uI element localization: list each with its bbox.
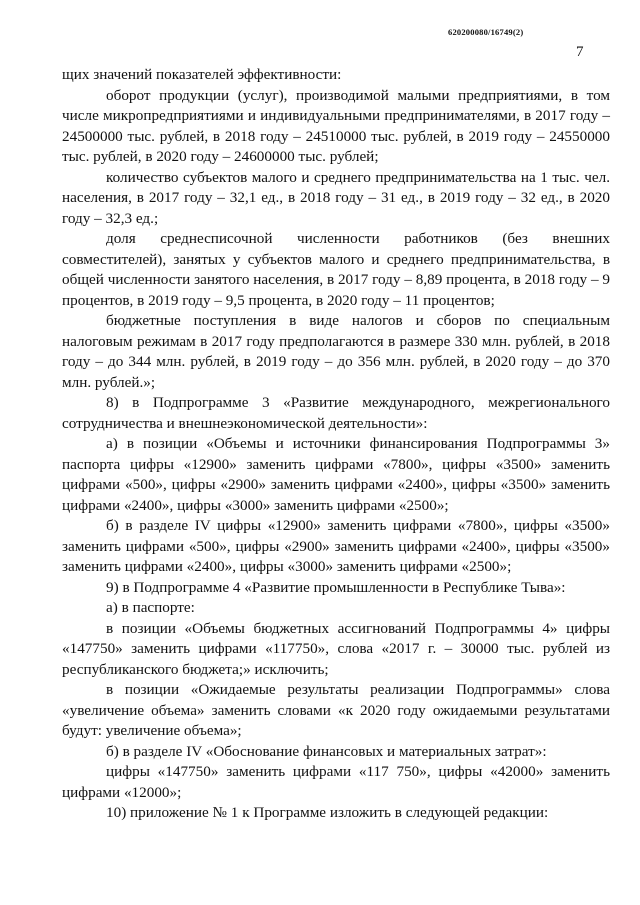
paragraph: а) в позиции «Объемы и источники финансирования Подпрограммы 3» паспорта цифры «12900» заменить цифрами «7800», цифры «3500» заменить цифрами «500», цифры «2900» заменить цифрами «2400», цифры «3500» заменить цифрами «2400», цифры «3000» заменить цифрами «2500»; <box>62 435 610 514</box>
paragraph: оборот продукции (услуг), производимой малыми предприятиями, в том числе микропредприятиями и индивидуальными предпринимателями, в 2017 году – 24500000 тыс. рублей, в 2018 году – 24510000 тыс. рублей, в 2019 году – 24550000 тыс. рублей, в 2020 году – 24600000 тыс. рублей; <box>62 86 610 165</box>
paragraph: 10) приложение № 1 к Программе изложить в следующей редакции: <box>106 804 549 821</box>
paragraph: б) в разделе IV цифры «12900» заменить цифрами «7800», цифры «3500» заменить цифрами «500», цифры «2900» заменить цифрами «2400», цифры «3500» заменить цифрами «2400», цифры «3000» заменить цифрами «2500»; <box>62 517 610 575</box>
paragraph: количество субъектов малого и среднего предпринимательства на 1 тыс. чел. населения, в 2017 году – 32,1 ед., в 2018 году – 31 ед., в 2019 году – 32 ед., в 2020 году – 32,3 ед.; <box>62 168 610 227</box>
paragraph: бюджетные поступления в виде налогов и сборов по специальным налоговым режимам в 2017 году предполагаются в размере 330 млн. рублей, в 2018 году – до 344 млн. рублей, в 2019 году – до 356 млн. рублей, в 2020 году – до 370 млн. рублей.»; <box>62 312 610 391</box>
paragraph: а) в паспорте: <box>106 599 195 616</box>
paragraph: цифры «147750» заменить цифрами «117 750», цифры «42000» заменить цифрами «12000»; <box>62 763 610 801</box>
paragraph: 8) в Подпрограмме 3 «Развитие международного, межрегионального сотрудничества и внешнеэкономической деятельности»: <box>62 394 610 432</box>
paragraph: доля среднесписочной численности работников (без внешних совместителей), занятых у субъектов малого и среднего предпринимательства, в общей численности занятого населения, в 2017 году – 8,89 процента, в 2018 году – 9 процентов, в 2019 году – 9,5 процента, в 2020 году – 11 процентов; <box>62 230 610 309</box>
document-id: 620200080/16749(2) <box>448 27 524 37</box>
paragraph: 9) в Подпрограмме 4 «Развитие промышленности в Республике Тыва»: <box>106 578 566 596</box>
paragraph: б) в разделе IV «Обоснование финансовых и материальных затрат»: <box>106 742 547 760</box>
page-number: 7 <box>576 44 584 60</box>
paragraph: щих значений показателей эффективности: <box>62 66 342 83</box>
document-body <box>62 65 610 824</box>
paragraph: в позиции «Ожидаемые результаты реализации Подпрограммы» слова «увеличение объема» заменить словами «к 2020 году ожидаемыми результатами будут: увеличение объема»; <box>62 681 610 739</box>
paragraph: в позиции «Объемы бюджетных ассигнований Подпрограммы 4» цифры «147750» заменить цифрами «117750», слова «2017 г. – 30000 тыс. рублей из республиканского бюджета;» исключить; <box>62 619 610 678</box>
